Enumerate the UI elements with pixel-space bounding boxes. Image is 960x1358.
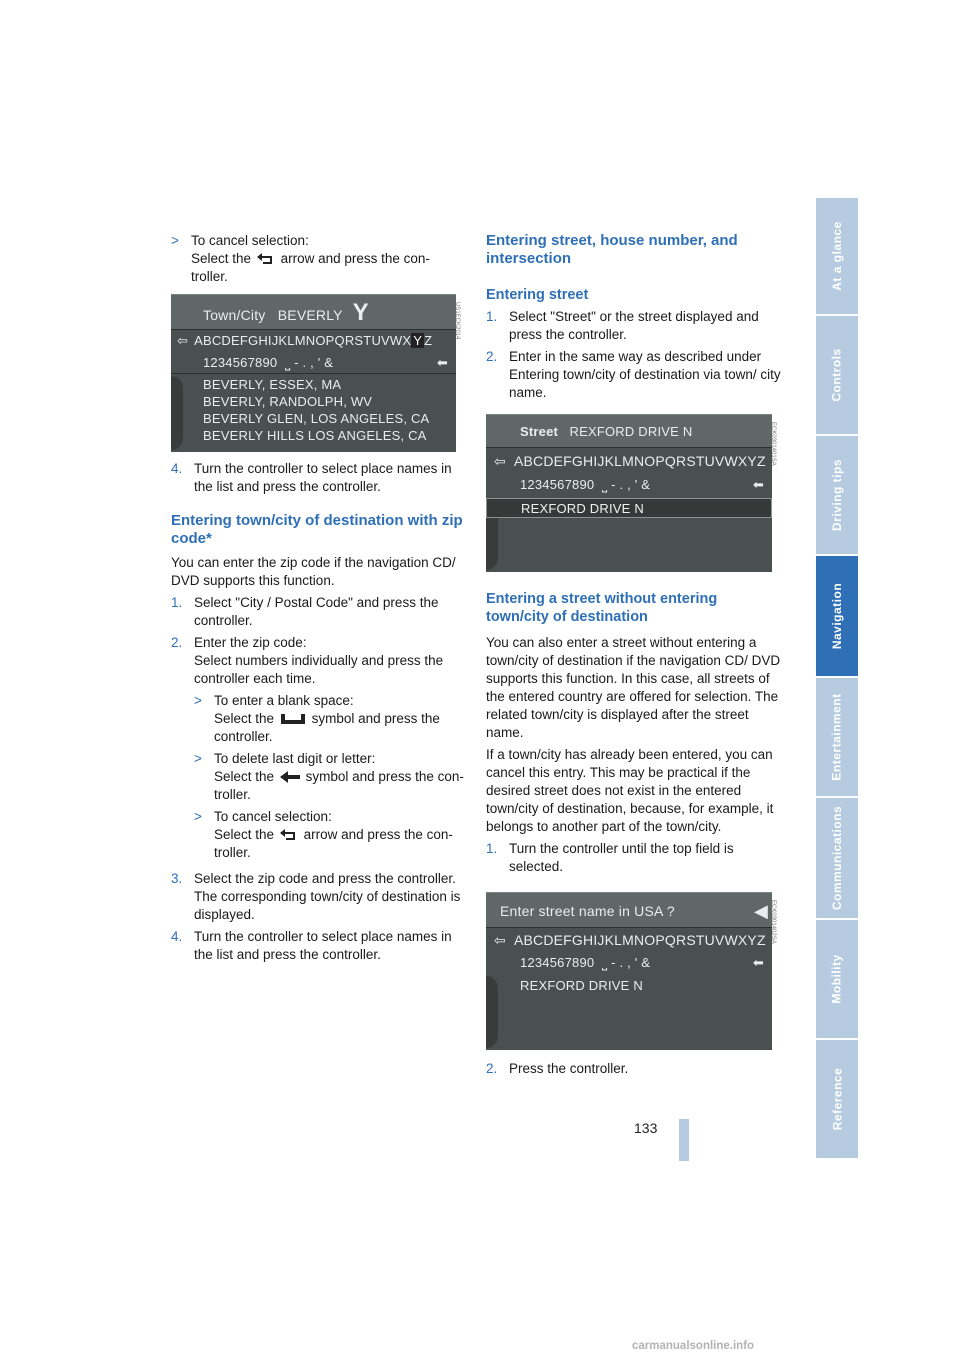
place-list [171,376,456,444]
back-arrow-icon [280,829,298,841]
image-code: ECK0301401SA [770,422,776,466]
back-arrow-icon[interactable]: ⇦ [494,932,506,948]
list-item[interactable]: BEVERLY GLEN, LOS ANGELES, CA [203,411,430,426]
page-number: 133 [634,1120,658,1136]
cancel-selection-bullet: > To cancel selection: Select the arrow and press the con- troller. [171,233,430,284]
back-arrow-icon[interactable]: ⇦ [177,333,189,348]
selected-letter[interactable]: Y [413,333,423,348]
step-2: 2. Enter in the same way as described under Entering town/city of destination via town/ city name. [486,349,781,400]
step-3: 3. Select the zip code and press the controller. The corresponding town/city of destination is displayed. [171,871,461,922]
numbers-row[interactable]: 1234567890 ⎵ - . , ' & ⬅ [171,352,456,374]
delete-letter-bullet: > To delete last digit or letter: Select the symbol and press the con- troller. [194,751,464,802]
cancel-selection-bullet: > To cancel selection: Select the arrow and press the con- troller. [194,809,453,860]
image-code: ECK0301402SA [770,900,776,944]
screen-street [486,414,782,572]
step-4: 4. Turn the controller to select place names in the list and press the controller. [171,461,452,494]
delete-arrow-icon[interactable]: ⬅ [752,477,764,492]
numbers-row[interactable]: 1234567890 ⎵ - . , ' & ⬅ [486,952,772,974]
section-heading: Entering street, house number, and intersection [486,232,738,267]
tab-navigation[interactable]: Navigation [816,556,858,678]
list-item[interactable]: BEVERLY, ESSEX, MA [203,377,342,392]
paragraph: You can also enter a street without entering a town/city of destination if the navigation CD/ DVD supports this function. In this case, all streets of the entered country are offered for selection. The related town/city is displayed after the street name. [486,635,781,740]
step-1: 1. Select "City / Postal Code" and press the controller. [171,595,439,628]
intro-paragraph: You can enter the zip code if the navigation CD/ DVD supports this function. [171,555,456,588]
right-column [486,232,782,1082]
back-arrow-icon[interactable]: ⇦ [494,453,506,469]
tab-mobility[interactable]: Mobility [816,920,858,1040]
alphabet-row[interactable]: ⇦ ABCDEFGHIJKLMNOPQRSTUVWXYZ [494,453,766,469]
street-prompt-field[interactable]: Enter street name in USA ? ◀ [486,892,772,928]
sub-heading: Entering street [486,287,589,303]
caret-left-icon: ◀ [753,901,768,921]
alphabet-row[interactable]: ⇦ ABCDEFGHIJKLMNOPQRSTUVWX Y Z [177,333,433,348]
section-heading: Entering town/city of destination with zip code* [171,512,463,547]
delete-arrow-icon [280,771,300,783]
sub-heading: Entering a street without entering town/city of destination [486,591,718,625]
list-item[interactable]: BEVERLY HILLS LOS ANGELES, CA [203,428,427,443]
tab-reference[interactable]: Reference [816,1040,858,1160]
tab-controls[interactable]: Controls [816,316,858,436]
step-1: 1. Select "Street" or the street displayed and press the controller. [486,309,759,342]
tab-driving-tips[interactable]: Driving tips [816,436,858,556]
blank-space-bullet: > To enter a blank space: Select the symbol and press the controller. [194,693,440,744]
watermark: carmanualsonline.info [632,1340,755,1352]
street-field[interactable]: Street REXFORD DRIVE N [486,414,772,448]
list-item[interactable]: REXFORD DRIVE N [486,498,772,518]
alphabet-row[interactable]: ⇦ ABCDEFGHIJKLMNOPQRSTUVWXYZ [494,932,766,948]
list-item[interactable]: REXFORD DRIVE N [520,978,643,993]
delete-arrow-icon[interactable]: ⬅ [752,955,764,970]
step-2: 2. Enter the zip code: Select numbers individually and press the controller each time. > To enter a blank space: Select the symbol and press the controller. > To delete last digit or letter: Select the symbol and press the con- troller. > To cancel selection: Select the arrow and press the con- troller. [171,634,466,866]
town-city-field[interactable]: Town/City BEVERLY Y [171,294,456,330]
list-item[interactable]: BEVERLY, RANDOLPH, WV [203,394,373,409]
screen-town-city [171,294,466,452]
step-4: 4. Turn the controller to select place names in the list and press the controller. [171,929,452,962]
numbers-row[interactable]: 1234567890 ⎵ - . , ' & ⬅ [486,474,772,496]
tab-entertainment[interactable]: Entertainment [816,678,858,798]
tab-communications[interactable]: Communications [816,798,858,920]
blank-space-icon [280,714,306,725]
step-2: 2. Press the controller. [486,1061,629,1076]
delete-arrow-icon[interactable]: ⬅ [436,355,448,370]
paragraph: If a town/city has already been entered, you can cancel this entry. This may be practical if the desired street does not exist in the entered town/city of destination, because, for example, it belongs to another part of the town/city. [486,747,774,834]
tab-at-a-glance[interactable]: At a glance [816,198,858,316]
page-marker [679,1119,689,1161]
left-column [171,232,466,968]
step-1: 1. Turn the controller until the top field is selected. [486,841,734,874]
screen-enter-street [486,892,782,1050]
image-code: US1ECK2014 [454,302,460,340]
back-arrow-icon [257,253,275,265]
input-cursor: Y [352,299,369,326]
